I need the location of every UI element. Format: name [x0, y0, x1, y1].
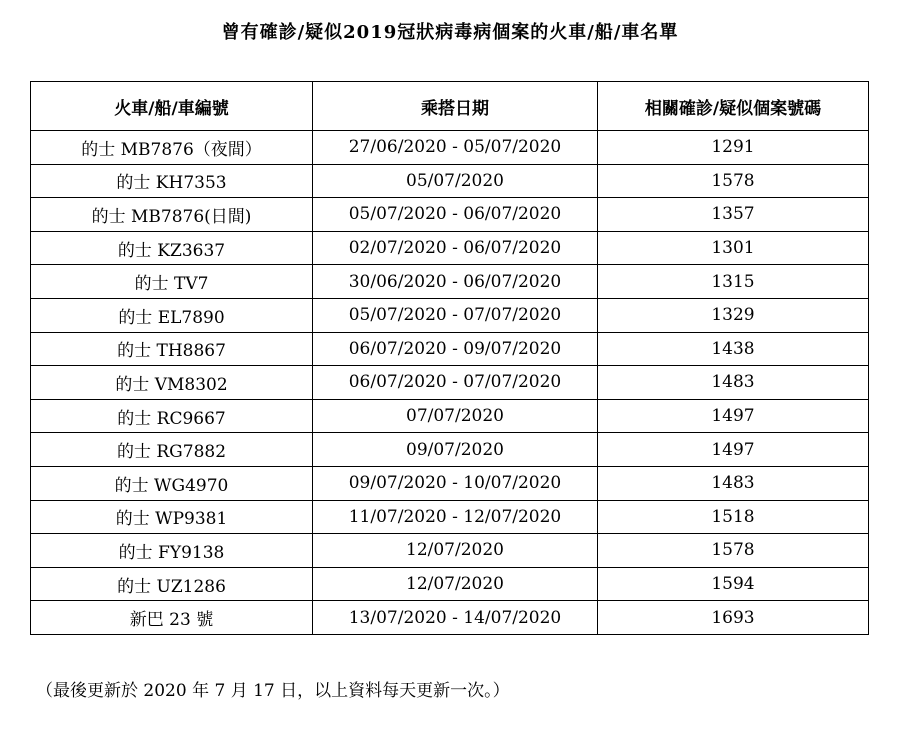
vehicle-cell: 新巴 23 號 — [31, 601, 313, 635]
dates-cell: 12/07/2020 — [313, 534, 598, 568]
table-row — [31, 601, 869, 635]
dates-cell: 09/07/2020 - 10/07/2020 — [313, 466, 598, 500]
dates-cell: 11/07/2020 - 12/07/2020 — [313, 500, 598, 534]
table-row — [31, 500, 869, 534]
dates-cell: 05/07/2020 — [313, 164, 598, 198]
vehicle-cell: 的士 RG7882 — [31, 433, 313, 467]
case-cell: 1693 — [598, 601, 869, 635]
case-cell: 1483 — [598, 466, 869, 500]
dates-cell: 02/07/2020 - 06/07/2020 — [313, 231, 598, 265]
vehicle-cell: 的士 FY9138 — [31, 534, 313, 568]
table-row — [31, 466, 869, 500]
vehicle-cell: 的士 EL7890 — [31, 298, 313, 332]
last-updated-note: （最後更新於 2020 年 7 月 17 日，以上資料每天更新一次。） — [36, 681, 510, 701]
vehicle-cell: 的士 WG4970 — [31, 466, 313, 500]
case-cell: 1497 — [598, 433, 869, 467]
vehicle-cell: 的士 WP9381 — [31, 500, 313, 534]
case-cell: 1291 — [598, 131, 869, 165]
table-row — [31, 433, 869, 467]
case-cell: 1357 — [598, 198, 869, 232]
case-cell: 1578 — [598, 164, 869, 198]
dates-cell: 05/07/2020 - 07/07/2020 — [313, 298, 598, 332]
table-row — [31, 231, 869, 265]
table-row — [31, 164, 869, 198]
case-cell: 1483 — [598, 366, 869, 400]
dates-cell: 05/07/2020 - 06/07/2020 — [313, 198, 598, 232]
dates-cell: 07/07/2020 — [313, 399, 598, 433]
vehicle-case-table — [30, 81, 869, 635]
case-cell: 1301 — [598, 231, 869, 265]
table-row — [31, 265, 869, 299]
vehicle-cell: 的士 UZ1286 — [31, 567, 313, 601]
case-cell: 1497 — [598, 399, 869, 433]
case-cell: 1518 — [598, 500, 869, 534]
case-cell: 1315 — [598, 265, 869, 299]
table-row — [31, 298, 869, 332]
table-header-row — [31, 82, 869, 131]
dates-cell: 30/06/2020 - 06/07/2020 — [313, 265, 598, 299]
table-row — [31, 198, 869, 232]
vehicle-cell: 的士 MB7876(日間) — [31, 198, 313, 232]
case-cell: 1438 — [598, 332, 869, 366]
vehicle-cell: 的士 MB7876（夜間） — [31, 131, 313, 165]
dates-cell: 06/07/2020 - 07/07/2020 — [313, 366, 598, 400]
dates-cell: 06/07/2020 - 09/07/2020 — [313, 332, 598, 366]
table-row — [31, 534, 869, 568]
table-row — [31, 131, 869, 165]
vehicle-cell: 的士 TV7 — [31, 265, 313, 299]
document-title: 曾有確診/疑似2019冠狀病毒病個案的火車/船/車名單 — [221, 22, 679, 43]
table-row — [31, 567, 869, 601]
table-row — [31, 399, 869, 433]
dates-cell: 13/07/2020 - 14/07/2020 — [313, 601, 598, 635]
vehicle-cell: 的士 VM8302 — [31, 366, 313, 400]
dates-cell: 12/07/2020 — [313, 567, 598, 601]
dates-cell: 09/07/2020 — [313, 433, 598, 467]
case-cell: 1329 — [598, 298, 869, 332]
dates-cell: 27/06/2020 - 05/07/2020 — [313, 131, 598, 165]
table-row — [31, 366, 869, 400]
vehicle-cell: 的士 TH8867 — [31, 332, 313, 366]
vehicle-cell: 的士 KZ3637 — [31, 231, 313, 265]
table-row — [31, 332, 869, 366]
case-cell: 1578 — [598, 534, 869, 568]
case-cell: 1594 — [598, 567, 869, 601]
vehicle-cell: 的士 KH7353 — [31, 164, 313, 198]
header-travel-dates: 乘搭日期 — [313, 82, 598, 131]
vehicle-cell: 的士 RC9667 — [31, 399, 313, 433]
header-case-number: 相關確診/疑似個案號碼 — [598, 82, 869, 131]
header-vehicle-number: 火車/船/車編號 — [31, 82, 313, 131]
